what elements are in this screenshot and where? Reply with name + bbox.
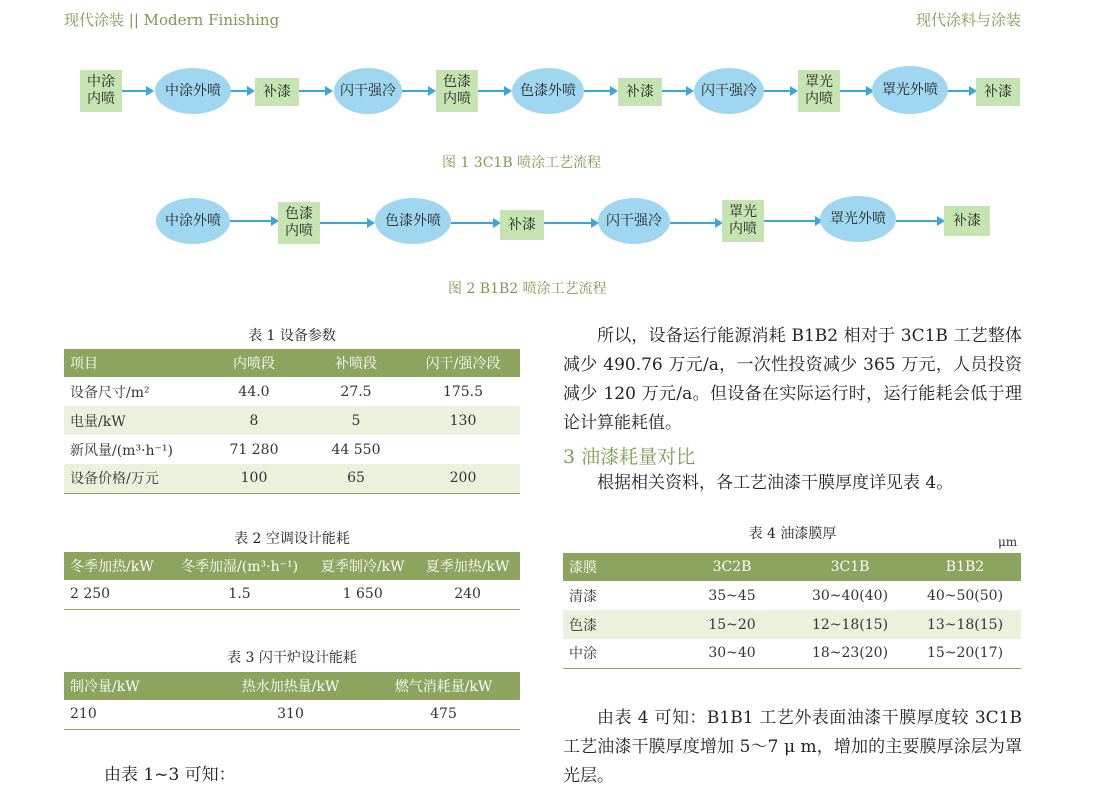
table-cell: 65 (306, 464, 406, 493)
table-cell: 71 280 (229, 441, 279, 458)
table-row (563, 639, 1021, 668)
flow-arrow (544, 222, 592, 224)
table-cell: 475 (367, 700, 520, 729)
flow-arrow (122, 90, 147, 92)
flow-node: 罩光外喷 (820, 196, 896, 242)
table-header: 漆膜 (563, 553, 673, 581)
table-row (64, 435, 520, 464)
table-header: 补喷段 (306, 349, 406, 377)
flow-arrow (231, 90, 248, 92)
table-header: B1B2 (909, 553, 1021, 581)
flow-node: 色漆外喷 (512, 68, 584, 114)
table-cell: 设备尺寸/m² (70, 384, 150, 401)
table-cell: 1 650 (310, 580, 415, 609)
table-cell: 2 250 (64, 580, 169, 609)
flow-node: 补漆 (976, 78, 1020, 106)
table-header: 3C2B (673, 553, 791, 581)
flow-node: 色漆 内喷 (278, 202, 320, 244)
table-cell: 1.5 (169, 580, 310, 609)
flow-node: 补漆 (618, 78, 662, 106)
table-cell: 130 (406, 406, 520, 435)
flow-node: 补漆 (944, 206, 990, 236)
table-header: 夏季加热/kW (415, 552, 520, 580)
flow-arrow (402, 90, 429, 92)
table-cell: 清漆 (569, 588, 597, 605)
table-cell: 44.0 (238, 383, 270, 400)
table-header: 闪干/强冷段 (406, 349, 520, 377)
flow-arrow (584, 90, 611, 92)
table-row (563, 581, 1021, 610)
table-cell: 15~20 (673, 610, 791, 639)
table-row (64, 464, 520, 493)
flow-node: 中涂外喷 (156, 198, 230, 244)
table-cell: 200 (406, 464, 520, 493)
flow-arrow (662, 90, 687, 92)
table-header: 夏季制冷/kW (310, 552, 415, 580)
table-cell: 30~40 (673, 639, 791, 668)
table-row (64, 580, 520, 609)
table-cell: 设备价格/万元 (64, 464, 202, 493)
flow-node: 闪干强冷 (694, 68, 764, 114)
table-header: 内喷段 (202, 349, 306, 377)
table-4-unit: μm (998, 535, 1018, 549)
table-4-caption: 表 4 油漆膜厚 (748, 526, 837, 542)
table-header: 项目 (64, 349, 202, 377)
table-cell: 色漆 (563, 610, 673, 639)
table-cell (406, 435, 520, 464)
table-header: 3C1B (791, 553, 909, 581)
table-cell: 40~50(50) (926, 587, 1004, 604)
table-row (64, 700, 520, 729)
table-row (64, 377, 520, 406)
flow-arrow (230, 220, 272, 222)
figure-1-flowchart (0, 0, 1097, 300)
flow-node: 补漆 (500, 210, 544, 240)
table-row (64, 406, 520, 435)
table-row (563, 610, 1021, 639)
flow-arrow (451, 222, 494, 224)
table-cell: 310 (214, 700, 367, 729)
table-cell: 中涂 (563, 639, 673, 668)
flow-node: 中涂外喷 (155, 68, 231, 114)
table-3 (64, 672, 520, 730)
table-cell: 240 (415, 580, 520, 609)
table-cell: 18~23(20) (791, 639, 909, 668)
flow-node: 中涂 内喷 (80, 70, 122, 112)
paragraph-1: 所以，设备运行能源消耗 B1B2 相对于 3C1B 工艺整体减少 490.76 万元/a，一次性投资减少 365 万元，人员投资减少 120 万元/a。但设备在实际运行时，运行能耗会低于理论计算能耗值。 (563, 326, 1022, 433)
table-3-caption: 表 3 闪干炉设计能耗 (227, 650, 357, 666)
flow-node: 闪干强冷 (334, 68, 402, 114)
flow-node: 罩光 内喷 (798, 70, 840, 112)
table-header: 热水加热量/kW (214, 672, 367, 700)
flow-arrow (896, 220, 938, 222)
flow-node: 色漆外喷 (375, 198, 451, 244)
table-1 (64, 349, 520, 494)
flow-arrow (948, 90, 970, 92)
flow-arrow (670, 222, 716, 224)
table-2 (64, 552, 520, 610)
table-cell: 新风量/(m³·h⁻¹) (70, 442, 173, 459)
table-cell: 35~45 (708, 587, 756, 604)
table-4 (563, 553, 1021, 669)
flow-node: 色漆 内喷 (436, 70, 478, 112)
figure-1-caption: 图 1 3C1B 喷涂工艺流程 (442, 155, 602, 171)
journal-name: 现代涂装 || Modern Finishing (64, 11, 280, 29)
table-cell: 44 550 (331, 441, 381, 458)
flow-arrow (299, 90, 326, 92)
table-cell: 100 (202, 464, 306, 493)
table-cell: 12~18(15) (791, 610, 909, 639)
flow-arrow (764, 220, 816, 222)
table-header: 燃气消耗量/kW (367, 672, 520, 700)
figure-2-caption: 图 2 B1B2 喷涂工艺流程 (448, 281, 607, 297)
flow-node: 闪干强冷 (598, 198, 670, 244)
flow-node: 罩光外喷 (872, 66, 948, 114)
journal-section: 现代涂料与涂装 (915, 11, 1021, 29)
flow-node: 罩光 内喷 (722, 200, 764, 242)
table-cell: 8 (202, 406, 306, 435)
paragraph-3: 由表 4 可知：B1B1 工艺外表面油漆干膜厚度较 3C1B 工艺油漆干膜厚度增加 5～7 μ m，增加的主要膜厚涂层为罩光层。 (563, 708, 1022, 786)
table-cell: 电量/kW (64, 406, 202, 435)
table-1-caption: 表 1 设备参数 (248, 328, 336, 344)
section-heading: 3 油漆耗量对比 (563, 446, 696, 468)
flow-arrow (840, 90, 867, 92)
table-cell: 13~18(15) (909, 610, 1021, 639)
table-cell: 5 (306, 406, 406, 435)
table-cell: 27.5 (340, 383, 372, 400)
table-header: 冬季加热/kW (64, 552, 169, 580)
table-2-caption: 表 2 空调设计能耗 (234, 531, 350, 547)
table-header: 冬季加湿/(m³·h⁻¹) (169, 552, 310, 580)
table-header: 制冷量/kW (64, 672, 214, 700)
flow-arrow (478, 90, 505, 92)
flow-arrow (320, 222, 368, 224)
table-cell: 30~40(40) (811, 587, 889, 604)
left-paragraph: 由表 1~3 可知： (104, 765, 236, 785)
paragraph-2: 根据相关资料，各工艺油漆干膜厚度详见表 4。 (597, 473, 954, 493)
flow-node: 补漆 (255, 78, 299, 106)
table-cell: 175.5 (442, 383, 484, 400)
table-cell: 15~20(17) (909, 639, 1021, 668)
flow-arrow (764, 90, 791, 92)
table-cell: 210 (64, 700, 214, 729)
